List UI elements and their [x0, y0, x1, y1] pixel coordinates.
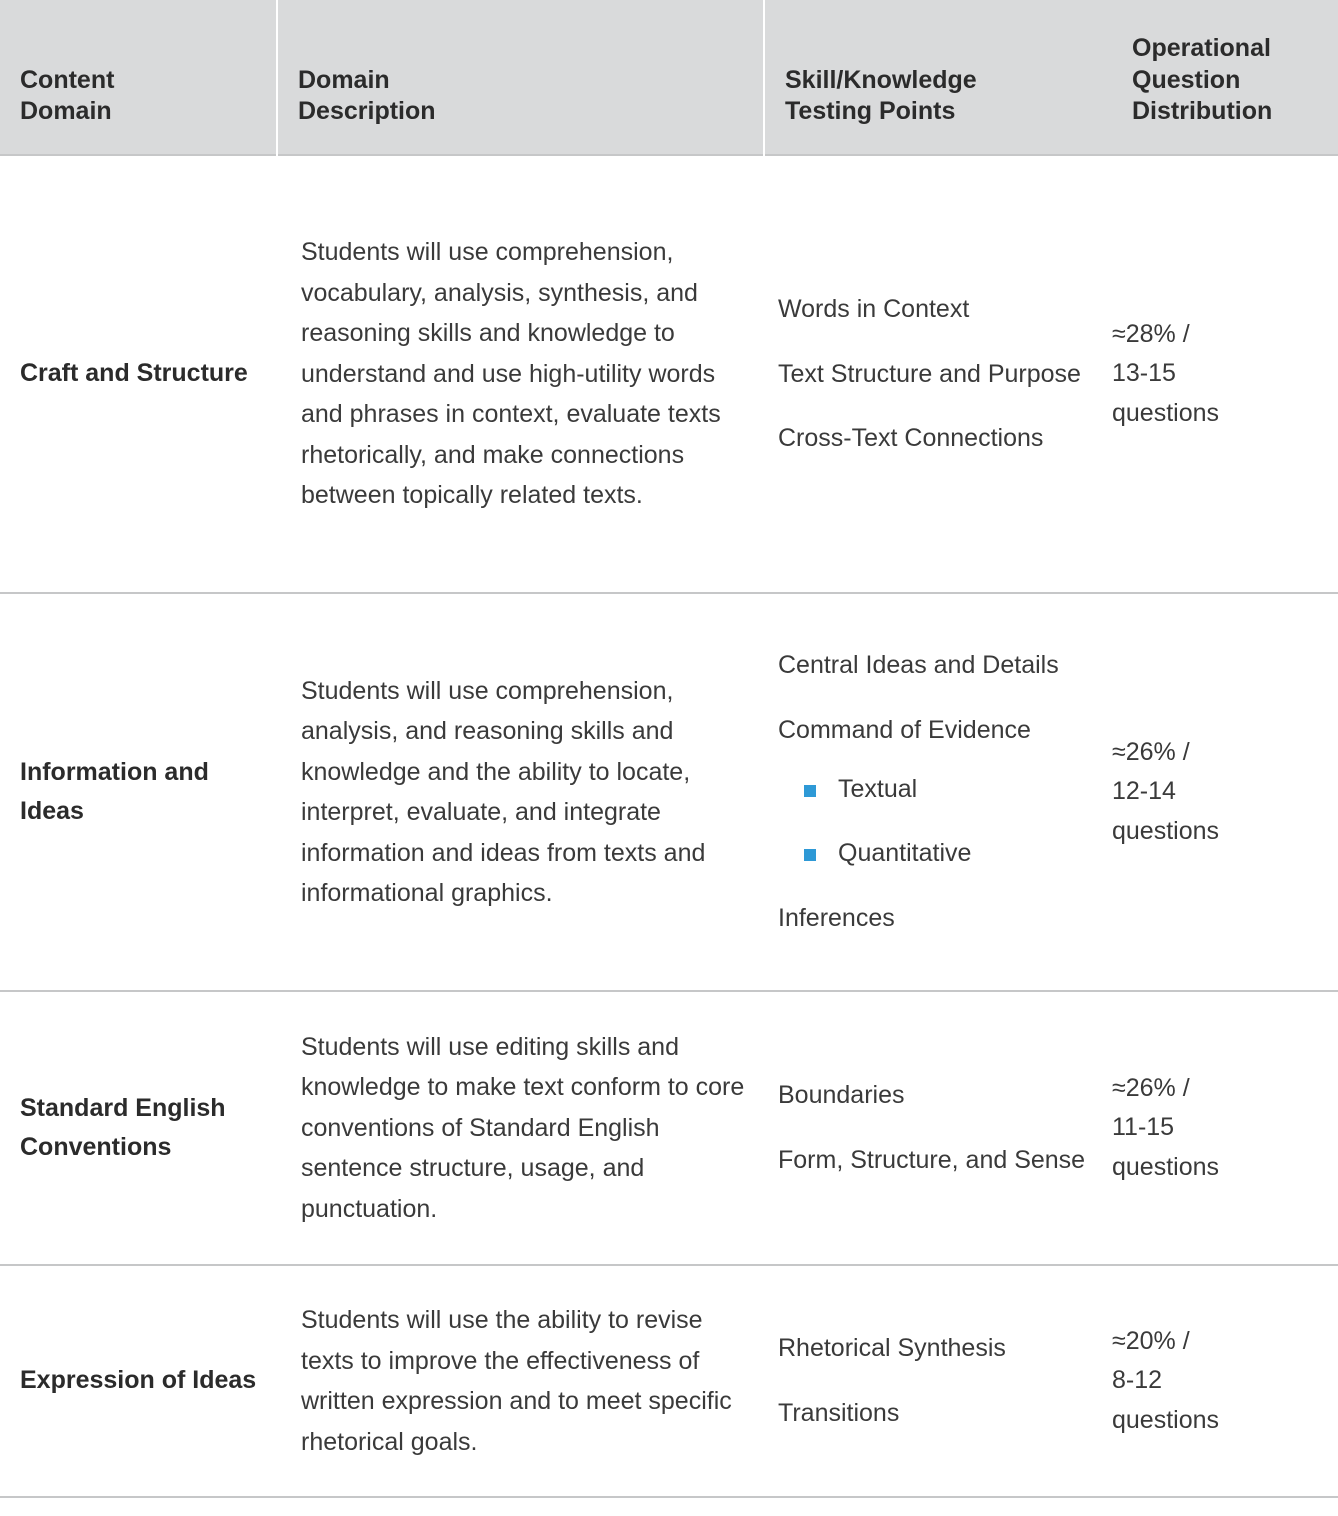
skill-label: Rhetorical Synthesis: [778, 1334, 1006, 1363]
cell-question-distribution: [1112, 593, 1338, 991]
list-item: [804, 770, 1102, 809]
list-item: [804, 834, 1102, 873]
cell-content-domain: Information and Ideas: [0, 593, 277, 991]
skill-label: Transitions: [778, 1399, 900, 1427]
cell-skill-testing-points: [764, 1265, 1112, 1497]
cell-domain-description: [277, 155, 764, 593]
column-header-content-domain: Content Domain: [0, 0, 277, 155]
cell-content-domain: Expression of Ideas: [0, 1265, 277, 1497]
domain-description-text: Students will use the ability to revise texts to improve the effectiveness of written expression and to meet specific rhetorical goals.: [301, 1306, 732, 1456]
column-header-domain-description: Domain Description: [277, 0, 764, 155]
cell-content-domain: Craft and Structure: [0, 155, 277, 593]
skill-label: Inferences: [778, 904, 895, 933]
skill-item: [778, 355, 1102, 394]
skill-item: [778, 1076, 1102, 1115]
cell-domain-description: [277, 1265, 764, 1497]
table-row: [0, 991, 1338, 1265]
cell-question-distribution: [1112, 991, 1338, 1265]
skill-item: [778, 1394, 1102, 1433]
skill-sublist: [778, 770, 1102, 874]
skill-label: Words in Context: [778, 294, 970, 323]
skill-item: [778, 290, 1102, 329]
column-header-skill-knowledge-testing-points: Skill/Knowledge Testing Points: [764, 0, 1112, 155]
cell-question-distribution: [1112, 155, 1338, 593]
table-body: [0, 155, 1338, 1497]
skill-label: Cross-Text Connections: [778, 424, 1044, 453]
skill-sub-label: Quantitative: [838, 839, 972, 868]
skill-label: Command of Evidence: [778, 715, 1031, 744]
skill-item: [778, 419, 1102, 458]
cell-content-domain: Standard English Conventions: [0, 991, 277, 1265]
table-row: [0, 155, 1338, 593]
table-row: [0, 1265, 1338, 1497]
cell-skill-testing-points: [764, 991, 1112, 1265]
skill-item: [778, 711, 1102, 873]
square-bullet-icon: [804, 785, 816, 797]
question-distribution-text: ≈26% / 12-14 questions: [1112, 737, 1220, 845]
table-row: [0, 593, 1338, 991]
skill-item: [778, 1141, 1102, 1180]
skill-label: Text Structure and Purpose: [778, 359, 1081, 388]
cell-skill-testing-points: [764, 155, 1112, 593]
question-distribution-text: ≈26% / 11-15 questions: [1112, 1073, 1220, 1181]
cell-domain-description: [277, 593, 764, 991]
skill-label: Boundaries: [778, 1081, 905, 1110]
question-distribution-text: ≈28% / 13-15 questions: [1112, 319, 1220, 427]
question-distribution-text: ≈20% / 8-12 questions: [1112, 1326, 1220, 1434]
column-header-operational-question-distribution: Operational Question Distribution: [1112, 0, 1338, 155]
skill-item: [778, 646, 1102, 685]
skill-item: [778, 1329, 1102, 1368]
cell-domain-description: [277, 991, 764, 1265]
square-bullet-icon: [804, 849, 816, 861]
skill-label: Form, Structure, and Sense: [778, 1146, 1086, 1174]
domain-description-text: Students will use comprehension, vocabulary, analysis, synthesis, and reasoning skills and knowledge to understand and use high-utility words and phrases in context, evaluate texts rhetorically, and make connections between topically related texts.: [301, 238, 721, 510]
skill-label: Central Ideas and Details: [778, 651, 1059, 680]
cell-skill-testing-points: [764, 593, 1112, 991]
skill-sub-label: Textual: [838, 774, 918, 803]
domain-description-text: Students will use editing skills and knowledge to make text conform to core conventions of Standard English sentence structure, usage, and punctuation.: [301, 1032, 745, 1223]
skill-item: [778, 899, 1102, 938]
header-row: [0, 0, 1338, 155]
table-header: [0, 0, 1338, 155]
domain-description-text: Students will use comprehension, analysis, and reasoning skills and knowledge and the ability to locate, interpret, evaluate, and integrate information and ideas from texts and informational graphics.: [301, 676, 706, 907]
cell-question-distribution: [1112, 1265, 1338, 1497]
